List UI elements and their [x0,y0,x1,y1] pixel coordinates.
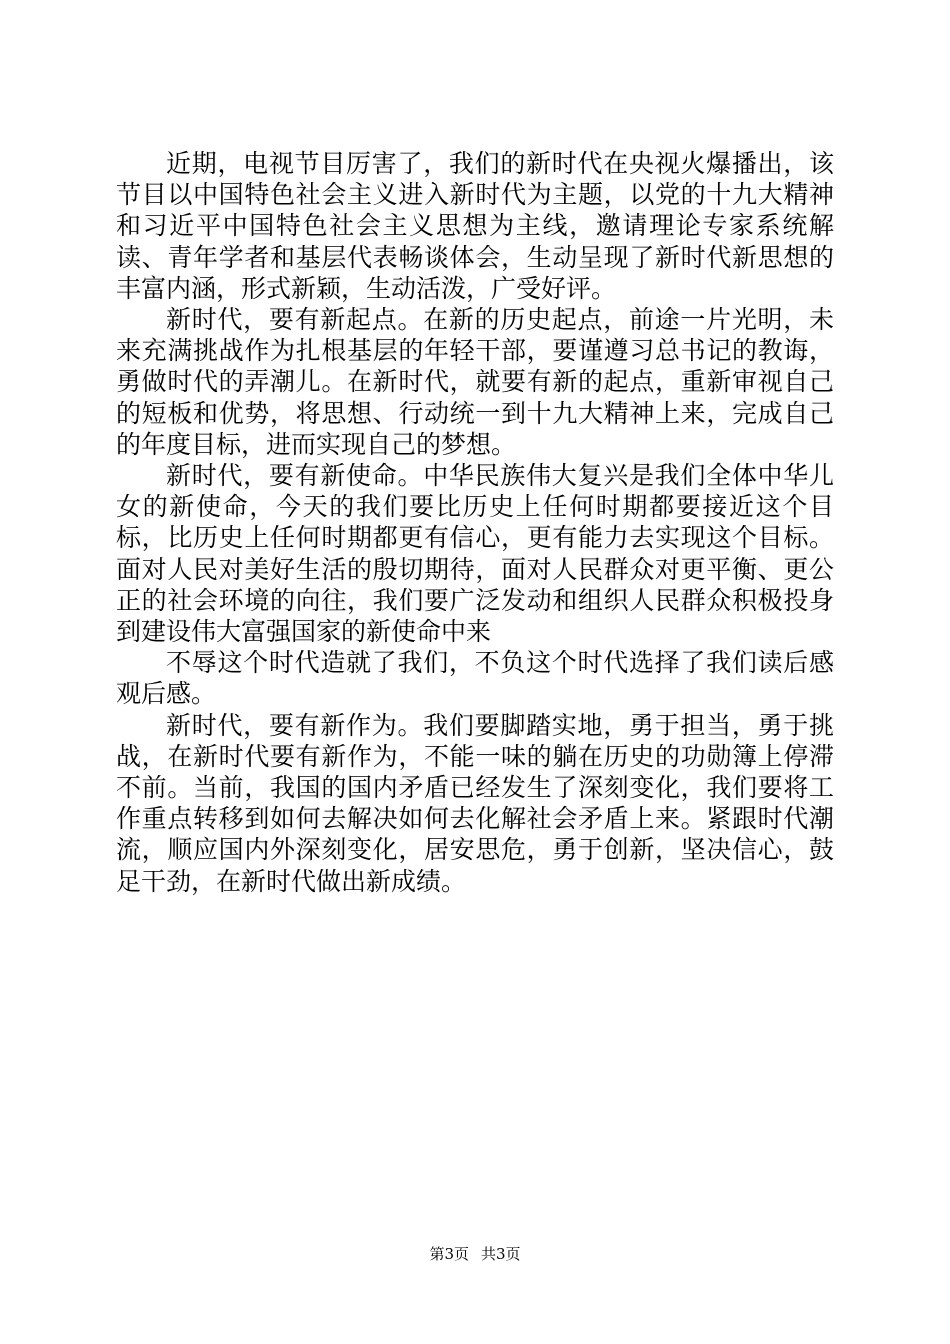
page-number-total: 共3页 [481,1245,521,1263]
paragraph-3: 新时代，要有新使命。中华民族伟大复兴是我们全体中华儿女的新使命，今天的我们要比历史上任何时期都要接近这个目标，比历史上任何时期都更有信心，更有能力去实现这个目标。面对人民对美好生活的殷切期待，面对人民群众对更平衡、更公正的社会环境的向往，我们要广泛发动和组织人民群众积极投身到建设伟大富强国家的新使命中来 [116,461,834,647]
paragraph-4: 不辱这个时代造就了我们，不负这个时代选择了我们读后感观后感。 [116,648,834,709]
paragraph-2: 新时代，要有新起点。在新的历史起点，前途一片光明，未来充满挑战作为扎根基层的年轻干部，要谨遵习总书记的教诲，勇做时代的弄潮儿。在新时代，就要有新的起点，重新审视自己的短板和优势，将思想、行动统一到十九大精神上来，完成自己的年度目标，进而实现自己的梦想。 [116,305,834,459]
page-footer [0,1244,950,1264]
paragraph-5: 新时代，要有新作为。我们要脚踏实地，勇于担当，勇于挑战，在新时代要有新作为，不能一味的躺在历史的功勋簿上停滞不前。当前，我国的国内矛盾已经发生了深刻变化，我们要将工作重点转移到如何去解决如何去化解社会矛盾上来。紧跟时代潮流，顺应国内外深刻变化，居安思危，勇于创新，坚决信心，鼓足干劲，在新时代做出新成绩。 [116,710,834,896]
page-number-current: 第3页 [429,1245,469,1263]
paragraph-1: 近期，电视节目厉害了，我们的新时代在央视火爆播出，该节目以中国特色社会主义进入新时代为主题，以党的十九大精神和习近平中国特色社会主义思想为主线，邀请理论专家系统解读、青年学者和基层代表畅谈体会，生动呈现了新时代新思想的丰富内涵，形式新颖，生动活泼，广受好评。 [116,149,834,303]
document-body [116,148,834,897]
